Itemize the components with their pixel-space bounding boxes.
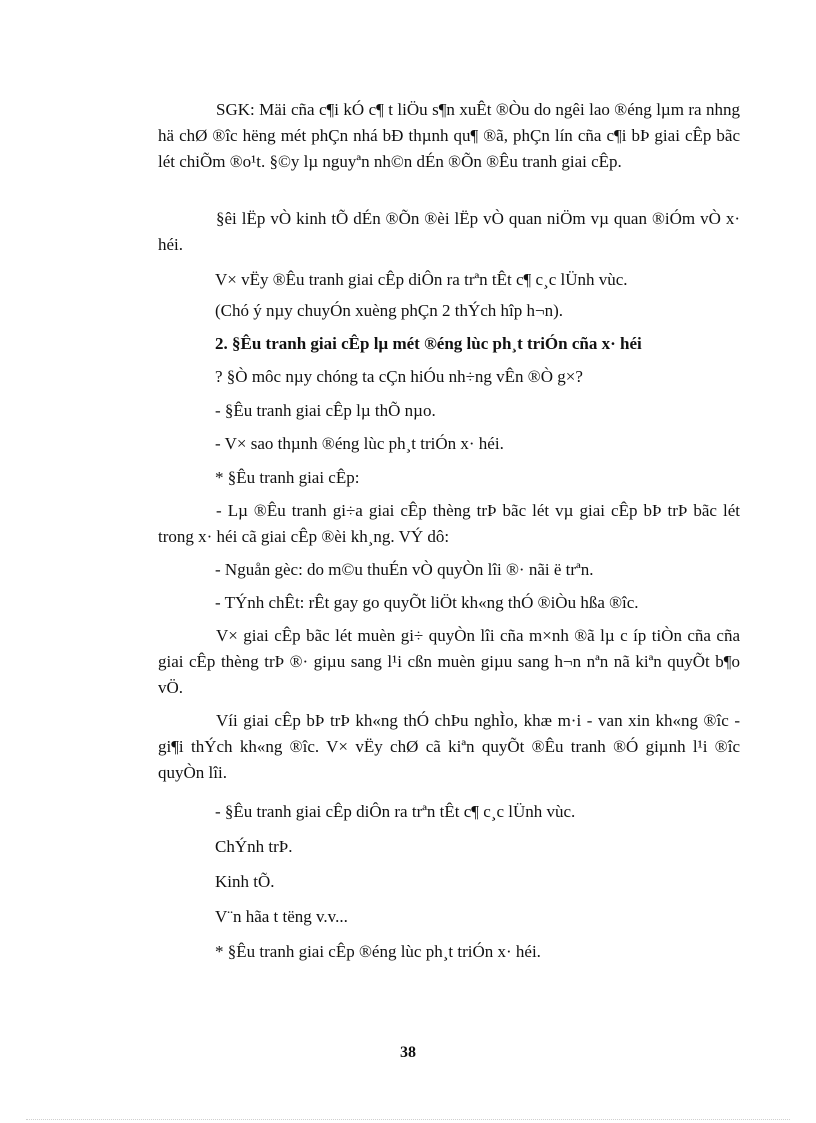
section-heading: 2. §Êu tranh giai cÊp lµ mét ®éng lùc ph¸t triÓn cña x· héi (215, 334, 642, 353)
paragraph-cause: SGK: Mäi cña c¶i kÓ c¶ t liÖu s¶n xuÊt ®Òu do ngêi lao ®éng lµm ra nhng hä chØ ®îc hëng mét phÇn nhá bÐ thµnh qu¶ ®ã, phÇn lín cña c¶i bÞ giai cÊp bãc lét chiÕm ®o¹t. §©y lµ nguyªn nh©n dÉn ®Õn ®Êu tranh giai cÊp. (158, 100, 740, 171)
subheading: * §Êu tranh giai cÊp ®éng lùc ph¸t triÓn x· héi. (215, 942, 541, 961)
paragraph-opposition: §êi lËp vÒ kinh tÕ dÉn ®Õn ®èi lËp vÒ quan niÖm vµ quan ®iÓm vÒ x· héi. (158, 209, 740, 254)
paragraph-note: (Chó ý nµy chuyÓn xuèng phÇn 2 thÝch hîp h¬n). (215, 301, 564, 320)
list-item: ChÝnh trÞ. (215, 837, 293, 856)
page-number: 38 (400, 1044, 416, 1061)
list-item: - Nguån gèc: do m©u thuÉn vÒ quyÒn lîi ®· nãi ë trªn. (215, 560, 594, 579)
paragraph-definition: - Lµ ®Êu tranh gi÷a giai cÊp thèng trÞ bãc lét vµ giai cÊp bÞ trÞ bãc lét trong x· héi cã giai cÊp ®èi kh¸ng. VÝ dô: (158, 501, 740, 546)
question-line: ? §Ò môc nµy chóng ta cÇn hiÓu nh÷ng vÊn ®Ò g×? (215, 367, 583, 386)
list-item: Kinh tÕ. (215, 872, 275, 891)
list-item: - TÝnh chÊt: rÊt gay go quyÕt liÖt kh«ng thÓ ®iÒu hßa ®îc. (215, 593, 639, 612)
list-item: - §Êu tranh giai cÊp lµ thÕ nµo. (215, 401, 436, 420)
paragraph-exploiting-class: V× giai cÊp bãc lét muèn gi÷ quyÒn lîi cña m×nh ®ã lµ c íp tiÒn cña cña giai cÊp thèng trÞ ®· giµu sang l¹i cßn muèn giµu sang h¬n nªn nã kiªn quyÕt b¶o vÖ. (158, 626, 740, 697)
list-item: - V× sao thµnh ®éng lùc ph¸t triÓn x· héi. (215, 434, 504, 453)
list-item: - §Êu tranh giai cÊp diÔn ra trªn tÊt c¶ c¸c lÜnh vùc. (215, 802, 576, 821)
paragraph-ruled-class: Víi giai cÊp bÞ trÞ kh«ng thÓ chÞu nghÌo, khæ m·i - van xin kh«ng ®îc - gi¶i thÝch kh«ng ®îc. V× vËy chØ cã kiªn quyÕt ®Êu tranh ®Ó giµnh l¹i ®îc quyÒn lîi. (158, 711, 740, 782)
list-item: V¨n hãa t tëng v.v... (215, 907, 348, 926)
subheading: * §Êu tranh giai cÊp: (215, 468, 360, 487)
paragraph-all-fields: V× vËy ®Êu tranh giai cÊp diÔn ra trªn tÊt c¶ c¸c lÜnh vùc. (215, 270, 628, 289)
page-bottom-divider (26, 1119, 790, 1120)
